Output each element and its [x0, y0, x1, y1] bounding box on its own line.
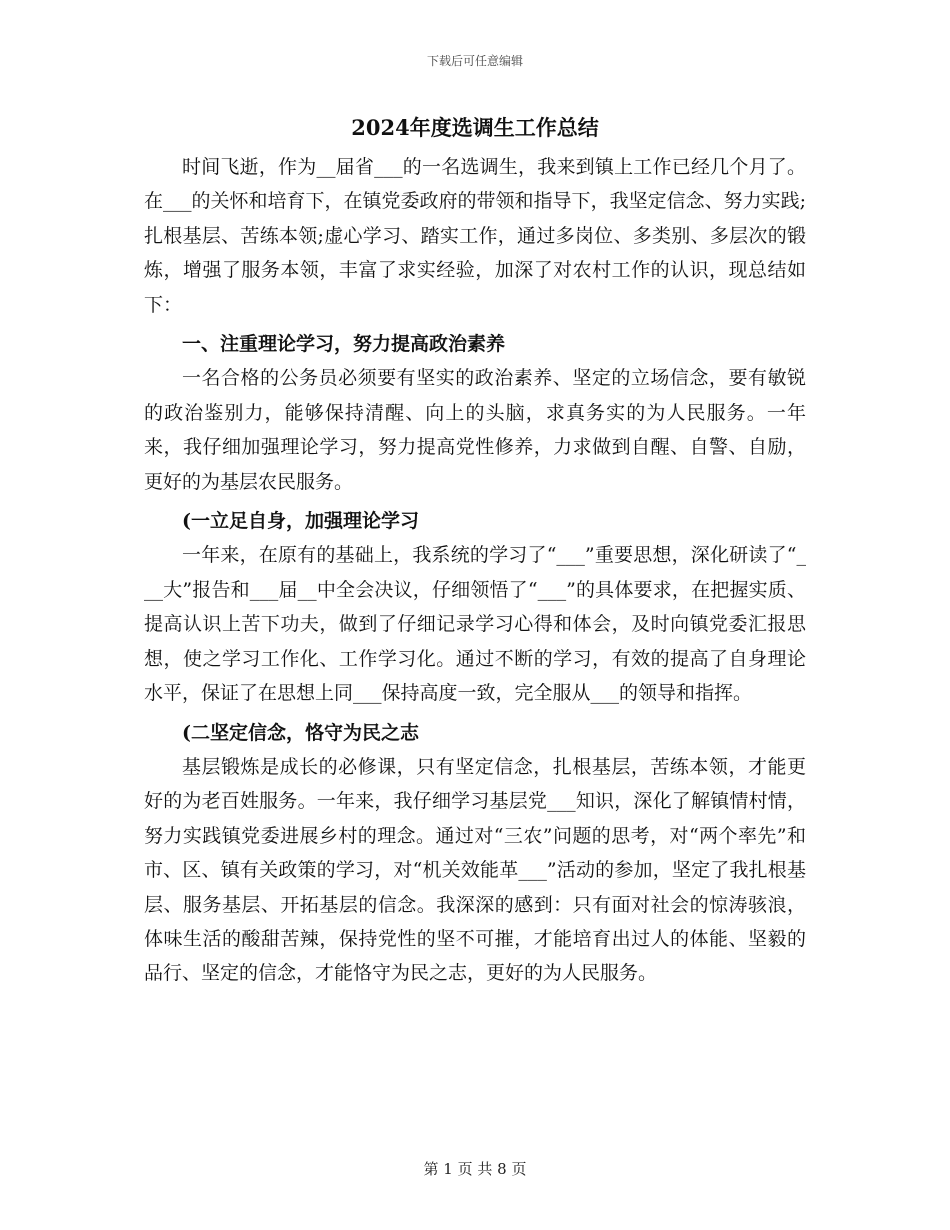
- document-body: [144, 150, 806, 991]
- section-1-paragraph: 一名合格的公务员必须要有坚实的政治素养、坚定的立场信念，要有敏锐的政治鉴别力，能够保持清醒、向上的头脑，求真务实的为人民服务。一年来，我仔细加强理论学习，努力提高党性修养，力求做到自醒、自警、自励，更好的为基层农民服务。: [144, 367, 806, 493]
- intro-paragraph: 时间飞逝，作为__届省___的一名选调生，我来到镇上工作已经几个月了。在___的关怀和培育下，在镇党委政府的带领和指导下，我坚定信念、努力实践;扎根基层、苦练本领;虚心学习、踏实工作，通过多岗位、多类别、多层次的锻炼，增强了服务本领，丰富了求实经验，加深了对农村工作的认识，现总结如下：: [144, 156, 806, 316]
- page-header-note: 下载后可任意编辑: [426, 54, 523, 68]
- section-heading-1: 一、注重理论学习，努力提高政治素养: [182, 333, 506, 356]
- subsection-heading-1: (一立足自身，加强理论学习: [182, 510, 419, 533]
- subsection-heading-2: (二坚定信念，恪守为民之志: [182, 721, 419, 744]
- subsection-2-paragraph: 基层锻炼是成长的必修课，只有坚定信念，扎根基层，苦练本领，才能更好的为老百姓服务。一年来，我仔细学习基层党___知识，深化了解镇情村情，努力实践镇党委进展乡村的理念。通过对“三农”问题的思考，对“两个率先”和市、区、镇有关政策的学习，对“机关效能革___”活动的参加，坚定了我扎根基层、服务基层、开拓基层的信念。我深深的感到：只有面对社会的惊涛骇浪，体味生活的酸甜苦辣，保持党性的坚不可摧，才能培育出过人的体能、坚毅的品行、坚定的信念，才能恪守为民之志，更好的为人民服务。: [144, 755, 806, 985]
- subsection-1-paragraph: 一年来，在原有的基础上，我系统的学习了“___”重要思想，深化研读了“___大”报告和___届__中全会决议，仔细领悟了“___”的具体要求，在把握实质、提高认识上苦下功夫，做到了仔细记录学习心得和体会，及时向镇党委汇报思想，使之学习工作化、工作学习化。通过不断的学习，有效的提高了自身理论水平，保证了在思想上同___保持高度一致，完全服从___的领导和指挥。: [144, 544, 806, 705]
- page-number: 第 1 页 共 8 页: [423, 1160, 527, 1178]
- document-title: 2024年度选调生工作总结: [351, 115, 599, 140]
